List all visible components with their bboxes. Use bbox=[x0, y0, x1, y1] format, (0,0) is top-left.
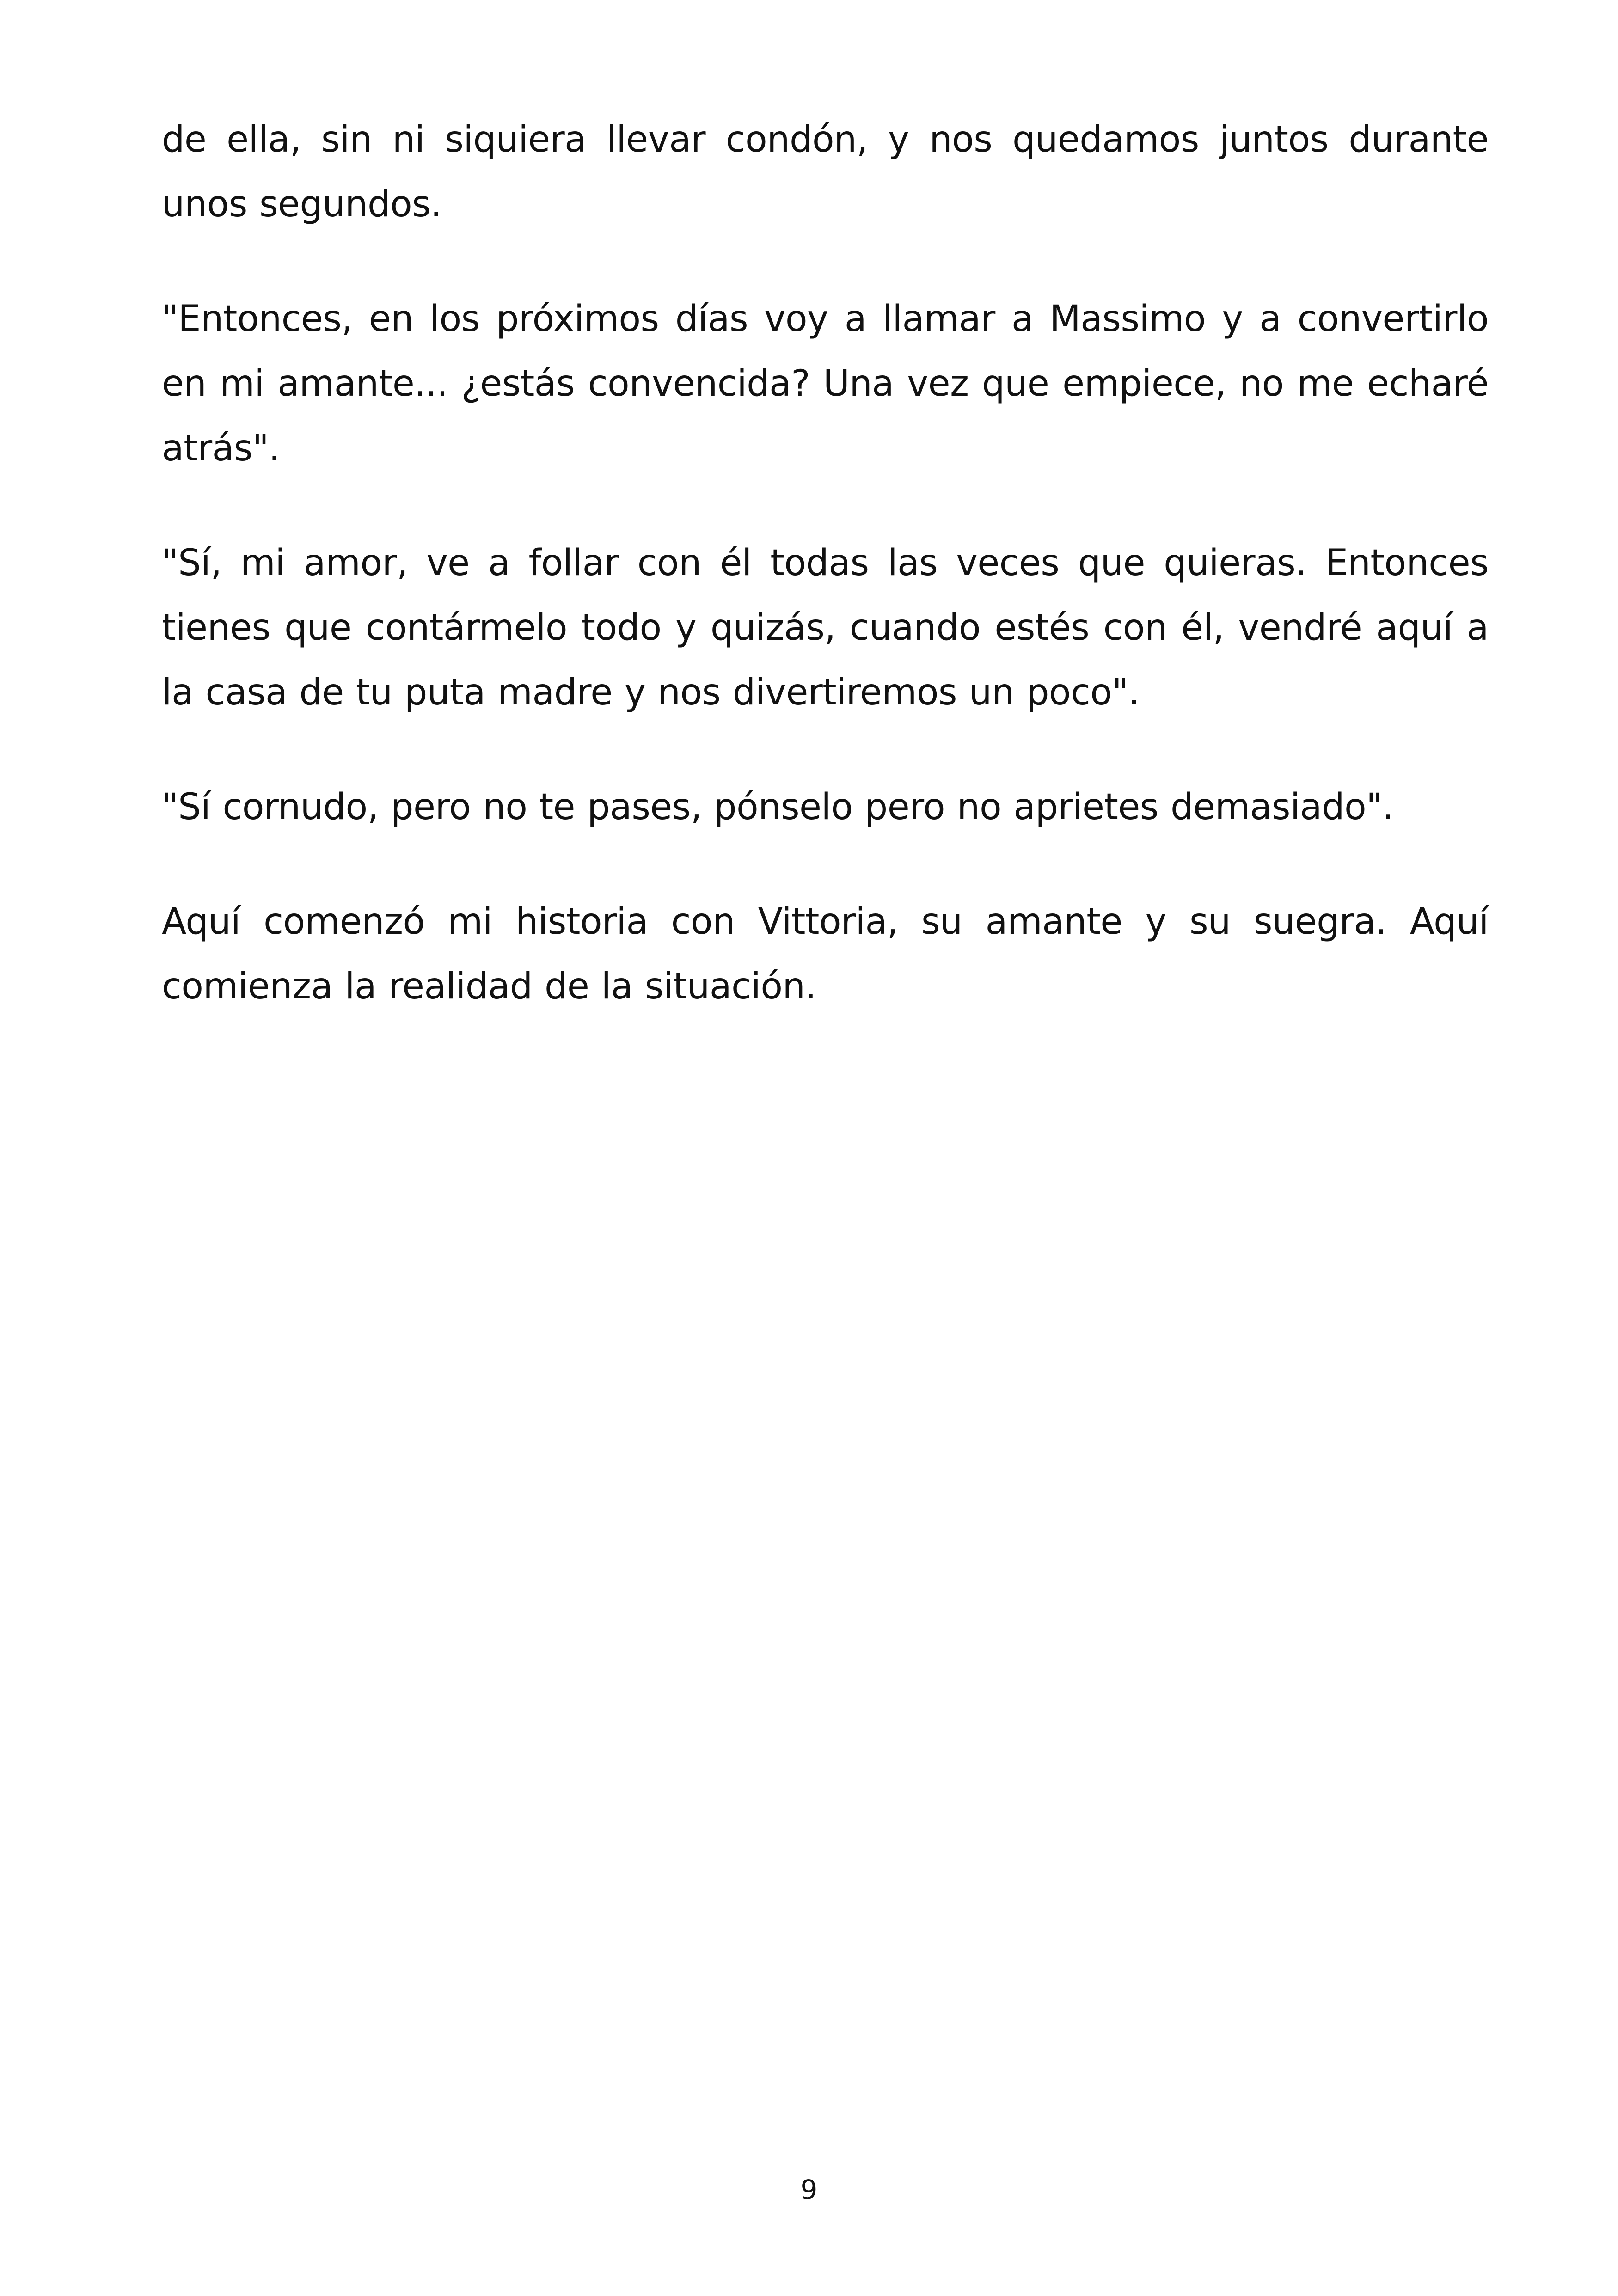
paragraph-3: "Sí, mi amor, ve a follar con él todas las veces que quieras. Entonces tienes que contármelo todo y quizás, cuando estés con él, vendré aquí a la casa de tu puta madre y nos divertiremos un poco". bbox=[162, 542, 1489, 713]
paragraph-5: Aquí comenzó mi historia con Vittoria, su amante y su suegra. Aquí comienza la realidad de la situación. bbox=[162, 901, 1489, 1007]
paragraph-2: "Entonces, en los próximos días voy a llamar a Massimo y a convertirlo en mi amante... ¿estás convencida? Una vez que empiece, no me echaré atrás". bbox=[162, 298, 1489, 469]
paragraph-1: de ella, sin ni siquiera llevar condón, y nos quedamos juntos durante unos segundos. bbox=[162, 119, 1489, 225]
paragraph-4: "Sí cornudo, pero no te pases, pónselo pero no aprietes demasiado". bbox=[162, 786, 1394, 828]
body-text bbox=[162, 107, 1489, 1069]
page-number: 9 bbox=[800, 2174, 818, 2205]
